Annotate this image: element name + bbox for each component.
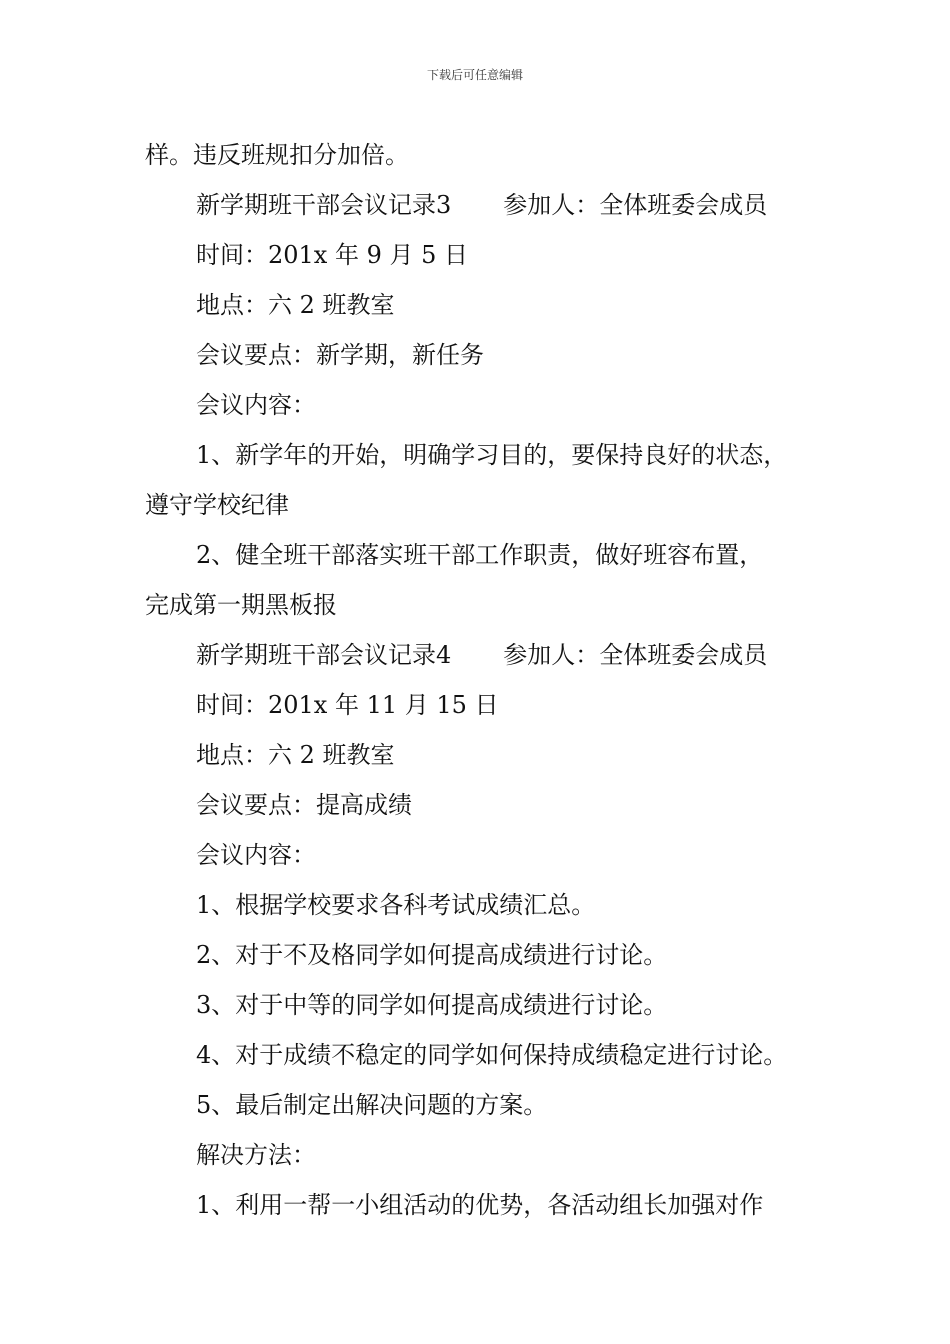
- line-text: 4、对于成绩不稳定的同学如何保持成绩稳定进行讨论。: [196, 1041, 788, 1069]
- text-line: [145, 1080, 825, 1130]
- line-text: 新学期班干部会议记录4: [196, 641, 452, 669]
- text-line: [145, 1030, 825, 1080]
- line-text: 1、新学年的开始，明确学习目的，要保持良好的状态，: [196, 441, 788, 469]
- line-text: 样。违反班规扣分加倍。: [145, 141, 409, 169]
- line-text-secondary: 参加人：全体班委会成员: [503, 641, 768, 669]
- text-line: [145, 530, 825, 580]
- line-text: 会议要点：新学期，新任务: [196, 341, 484, 369]
- line-text: 会议内容：: [196, 841, 316, 869]
- text-line: [145, 1130, 825, 1180]
- line-text: 时间：201x 年 11 月 15 日: [196, 691, 499, 719]
- text-line: [145, 580, 825, 630]
- text-line: [145, 680, 825, 730]
- page-header: 下载后可任意编辑: [426, 68, 523, 82]
- line-text: 会议要点：提高成绩: [196, 791, 412, 819]
- text-line: [145, 480, 825, 530]
- line-text: 2、健全班干部落实班干部工作职责，做好班容布置，: [196, 541, 764, 569]
- text-line: [145, 730, 825, 780]
- line-text: 2、对于不及格同学如何提高成绩进行讨论。: [196, 941, 668, 969]
- text-line: [145, 630, 825, 680]
- text-line: [145, 1180, 825, 1230]
- text-line: [145, 330, 825, 380]
- line-text: 解决方法：: [196, 1141, 316, 1169]
- line-text: 完成第一期黑板报: [145, 591, 337, 619]
- line-text: 地点：六 2 班教室: [196, 741, 395, 769]
- text-line: [145, 230, 825, 280]
- text-line: [145, 380, 825, 430]
- line-text: 5、最后制定出解决问题的方案。: [196, 1091, 548, 1119]
- line-text: 时间：201x 年 9 月 5 日: [196, 241, 469, 269]
- line-text: 1、根据学校要求各科考试成绩汇总。: [196, 891, 596, 919]
- text-line: [145, 430, 825, 480]
- line-text: 遵守学校纪律: [145, 491, 289, 519]
- text-line: [145, 780, 825, 830]
- line-text: 3、对于中等的同学如何提高成绩进行讨论。: [196, 991, 668, 1019]
- line-text: 新学期班干部会议记录3: [196, 191, 452, 219]
- text-line: [145, 180, 825, 230]
- line-text: 1、利用一帮一小组活动的优势，各活动组长加强对作: [196, 1191, 764, 1219]
- text-line: [145, 930, 825, 980]
- line-text: 地点：六 2 班教室: [196, 291, 395, 319]
- document-body: [145, 130, 825, 1230]
- text-line: [145, 980, 825, 1030]
- text-line: [145, 130, 825, 180]
- text-line: [145, 880, 825, 930]
- line-text-secondary: 参加人：全体班委会成员: [503, 191, 768, 219]
- text-line: [145, 830, 825, 880]
- text-line: [145, 280, 825, 330]
- line-text: 会议内容：: [196, 391, 316, 419]
